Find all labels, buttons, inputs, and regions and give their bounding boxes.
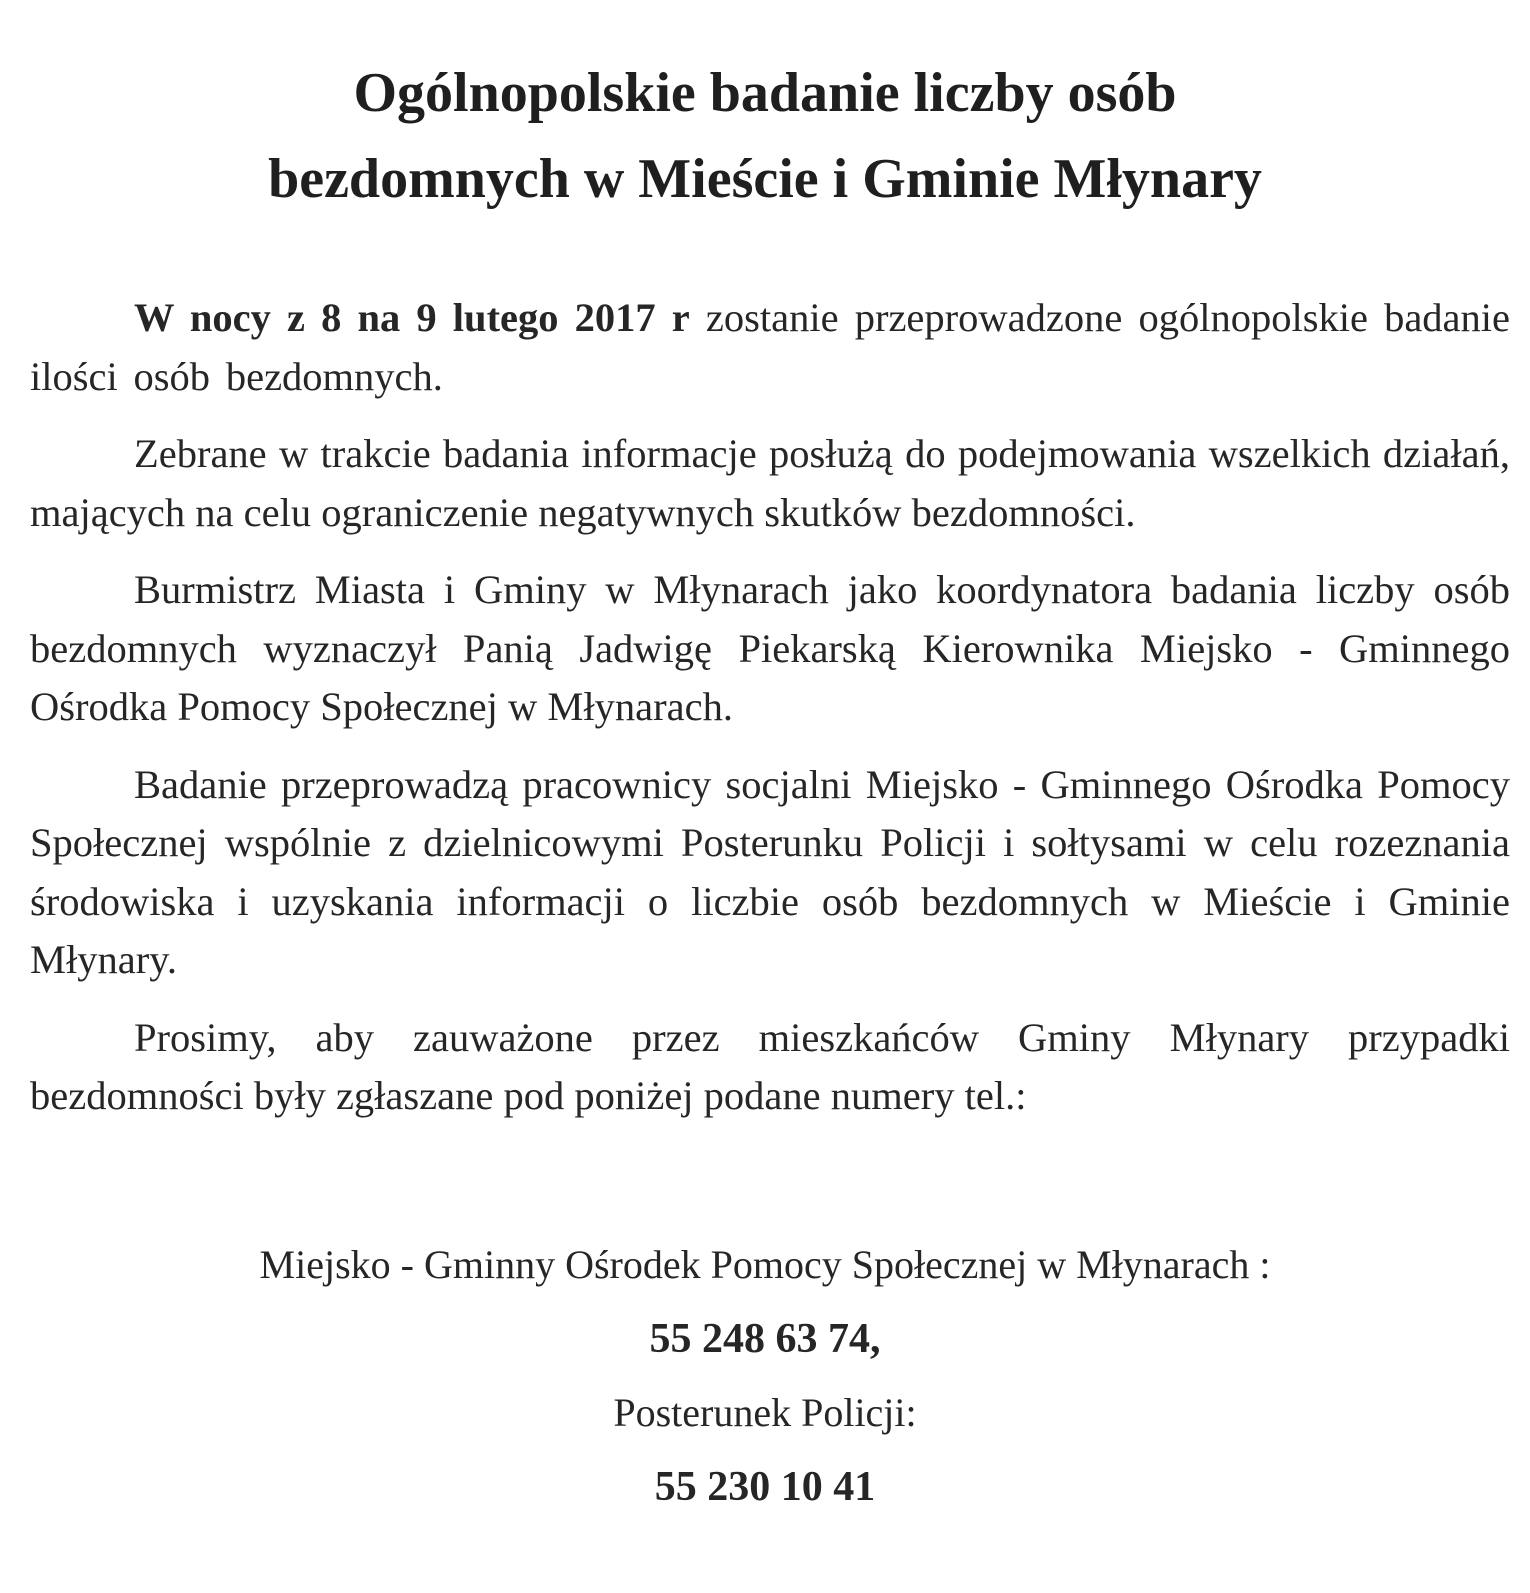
police-label: Posterunek Policji: (613, 1390, 917, 1435)
paragraph-request: Prosimy, aby zauważone przez mieszkańców Gminy Młynary przypadki bezdomności były zgłaszane pod poniżej podane numery tel.: (30, 1014, 1510, 1118)
paragraph-executors: Badanie przeprowadzą pracownicy socjalni Miejsko - Gminnego Ośrodka Pomocy Społecznej wspólnie z dzielnicowymi Posterunku Policji i sołtysami w celu rozeznania środowiska i uzyskania informacji o liczbie osób bezdomnych w Mieście i Gminie Młynary. (30, 761, 1510, 982)
document-body (30, 289, 1510, 1145)
paragraph-purpose: Zebrane w trakcie badania informacje posłużą do podejmowania wszelkich działań, mających na celu ograniczenie negatywnych skutków bezdomności. (30, 431, 1510, 535)
document-title (0, 50, 1530, 222)
social-center-phone: 55 248 63 74, (649, 1316, 881, 1362)
contact-block (0, 1228, 1530, 1524)
paragraph-coordinator: Burmistrz Miasta i Gminy w Młynarach jako koordynatora badania liczby osób bezdomnych wyznaczył Panią Jadwigę Piekarską Kierownika Miejsko - Gminnego Ośrodka Pomocy Społecznej w Młynarach. (30, 567, 1510, 729)
title-line-1: Ogólnopolskie badanie liczby osób (353, 62, 1177, 124)
survey-date-emphasis: W nocy z 8 na 9 lutego 2017 r (134, 295, 690, 340)
paragraph-survey-date (30, 289, 1510, 406)
social-center-label: Miejsko - Gminny Ośrodek Pomocy Społecznej w Młynarach : (259, 1242, 1271, 1287)
title-line-2: bezdomnych w Mieście i Gminie Młynary (268, 148, 1262, 210)
survey-date-rest: zostanie przeprowadzone ogólnopolskie badanie ilości osób bezdomnych. (30, 295, 1510, 399)
police-phone: 55 230 10 41 (654, 1464, 876, 1510)
